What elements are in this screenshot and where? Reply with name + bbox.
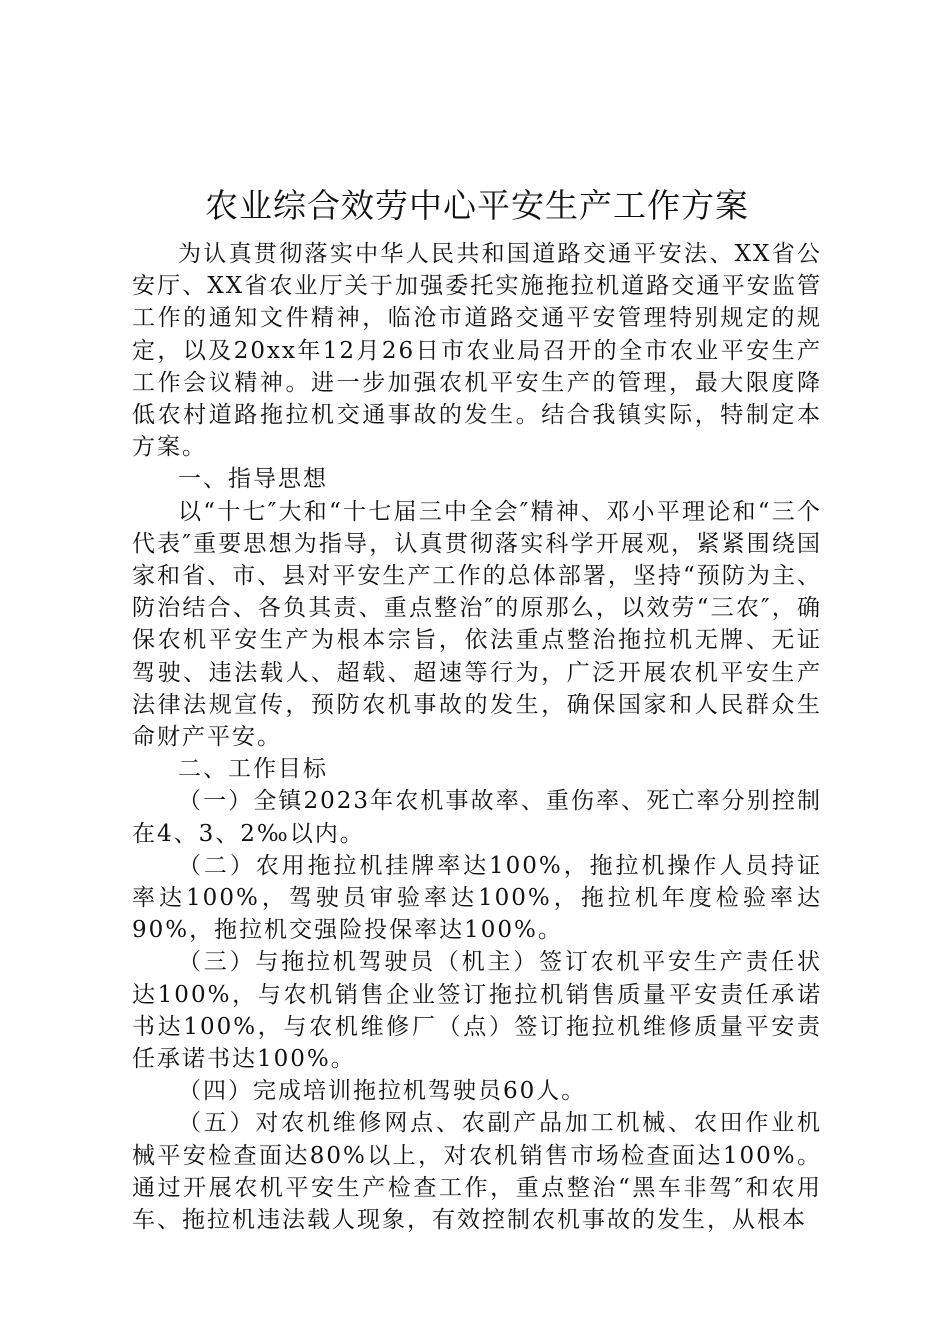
- section-heading-work-goals: 二、工作目标: [178, 756, 328, 783]
- section-heading-guiding-ideology: 一、指导思想: [178, 466, 328, 493]
- intro-paragraph: 为认真贯彻落实中华人民共和国道路交通平安法、XX省公安厅、XX省农业厅关于加强委托实施拖拉机道路交通平安监管工作的通知文件精神，临沧市道路交通平安管理特别规定的规定，以及20xx年12月26日市农业局召开的全市农业平安生产工作会议精神。进一步加强农机平安生产的管理，最大限度降低农村道路拖拉机交通事故的发生。结合我镇实际，特制定本方案。: [132, 241, 822, 461]
- goal-item-5: （五）对农机维修网点、农副产品加工机械、农田作业机械平安检查面达80%以上，对农机销售市场检查面达100%。通过开展农机平安生产检查工作，重点整治“黑车非驾″和农用车、拖拉机违法载人现象，有效控制农机事故的发生，从根本: [132, 1110, 822, 1234]
- goal-item-3: （三）与拖拉机驾驶员（机主）签订农机平安生产责任状达100%，与农机销售企业签订拖拉机销售质量平安责任承诺书达100%，与农机维修厂（点）签订拖拉机维修质量平安责任承诺书达100%。: [132, 949, 822, 1073]
- goal-item-1: （一）全镇2023年农机事故率、重伤率、死亡率分别控制在4、3、2‰以内。: [132, 788, 822, 847]
- section-body-guiding-ideology: 以“十七″大和“十七届三中全会″精神、邓小平理论和“三个代表″重要思想为指导，认真贯彻落实科学开展观，紧紧围绕国家和省、市、县对平安生产工作的总体部署，坚持“预防为主、防治结合、各负其责、重点整治″的原那么，以效劳“三农″，确保农机平安生产为根本宗旨，依法重点整治拖拉机无牌、无证驾驶、违法载人、超载、超速等行为，广泛开展农机平安生产法律法规宣传，预防农机事故的发生，确保国家和人民群众生命财产平安。: [132, 498, 822, 751]
- goal-item-2: （二）农用拖拉机挂牌率达100%，拖拉机操作人员持证率达100%，驾驶员审验率达100%，拖拉机年度检验率达90%，拖拉机交强险投保率达100%。: [132, 852, 822, 944]
- document-page: [132, 180, 822, 1236]
- document-title: 农业综合效劳中心平安生产工作方案: [205, 186, 749, 225]
- goal-item-4: （四）完成培训拖拉机驾驶员60人。: [178, 1078, 587, 1105]
